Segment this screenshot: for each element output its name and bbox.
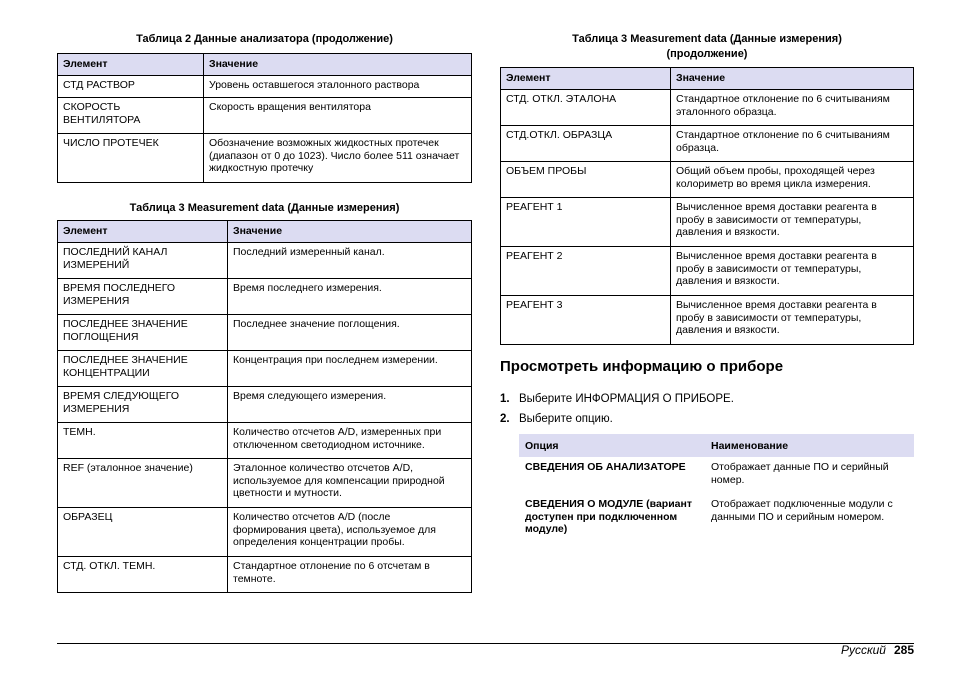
table-header-row	[58, 221, 472, 243]
step-item	[500, 391, 734, 411]
table-row	[58, 459, 472, 508]
footer-language: Русский	[840, 643, 886, 657]
cell-element: РЕАГЕНТ 3	[501, 296, 671, 345]
cell-element: СКОРОСТЬ ВЕНТИЛЯТОРА	[58, 98, 204, 134]
column-header-element: Элемент	[501, 68, 671, 90]
cell-value: Эталонное количество отсчетов A/D, используемое для компенсации природной цветности и мутности.	[228, 459, 472, 508]
cell-element: ТЕМН.	[58, 423, 228, 459]
instruction-steps	[500, 391, 734, 431]
cell-element: ОБЪЕМ ПРОБЫ	[501, 162, 671, 198]
cell-element: ОБРАЗЕЦ	[58, 508, 228, 557]
cell-element: СТД. ОТКЛ. ТЕМН.	[58, 557, 228, 593]
table-row	[501, 162, 914, 198]
table-row	[58, 243, 472, 279]
table-header-row	[501, 68, 914, 90]
column-header-element: Элемент	[58, 54, 204, 76]
cell-element: ПОСЛЕДНЕЕ ЗНАЧЕНИЕ ПОГЛОЩЕНИЯ	[58, 315, 228, 351]
table-row	[519, 457, 914, 494]
column-header-option: Опция	[519, 434, 705, 457]
cell-value: Уровень оставшегося эталонного раствора	[204, 76, 472, 98]
step-number: 1.	[500, 393, 510, 405]
table-row	[58, 423, 472, 459]
cell-value: Количество отсчетов A/D (после формирования цвета), используемое для определения концентрации пробы.	[228, 508, 472, 557]
column-header-value: Значение	[204, 54, 472, 76]
cell-element: РЕАГЕНТ 1	[501, 198, 671, 247]
cell-element: СТД.ОТКЛ. ОБРАЗЦА	[501, 126, 671, 162]
column-header-element: Элемент	[58, 221, 228, 243]
cell-value: Общий объем пробы, проходящей через колориметр во время цикла измерения.	[671, 162, 914, 198]
table-row	[501, 296, 914, 345]
column-header-value: Значение	[671, 68, 914, 90]
cell-element: REF (эталонное значение)	[58, 459, 228, 508]
table-row	[501, 247, 914, 296]
cell-element: ВРЕМЯ ПОСЛЕДНЕГО ИЗМЕРЕНИЯ	[58, 279, 228, 315]
table-row	[58, 134, 472, 183]
cell-element: ВРЕМЯ СЛЕДУЮЩЕГО ИЗМЕРЕНИЯ	[58, 387, 228, 423]
option-analyzer-info: СВЕДЕНИЯ ОБ АНАЛИЗАТОРЕ	[525, 461, 686, 473]
table3-continued-caption: Таблица 3 Measurement data (Данные измерения) (продолжение)	[572, 33, 842, 60]
cell-value: Стандартное отлонение по 6 отсчетам в темноте.	[228, 557, 472, 593]
table-row	[501, 198, 914, 247]
analyzer-data-table	[57, 53, 472, 183]
step-text: Выберите ИНФОРМАЦИЯ О ПРИБОРЕ.	[519, 393, 734, 405]
options-table	[519, 434, 914, 544]
table2-caption: Таблица 2 Данные анализатора (продолжение)	[136, 33, 393, 45]
cell-value: Вычисленное время доставки реагента в пробу в зависимости от температуры, давления и вязкости.	[671, 296, 914, 345]
table-row	[58, 279, 472, 315]
table-row	[501, 126, 914, 162]
cell-value: Вычисленное время доставки реагента в пробу в зависимости от температуры, давления и вязкости.	[671, 198, 914, 247]
option-module-info: СВЕДЕНИЯ О МОДУЛЕ (вариант доступен при подключенном модуле)	[525, 498, 692, 536]
step-number: 2.	[500, 413, 510, 425]
cell-value: Вычисленное время доставки реагента в пробу в зависимости от температуры, давления и вязкости.	[671, 247, 914, 296]
table-header-row	[58, 54, 472, 76]
table-row	[58, 557, 472, 593]
section-title: Просмотреть информацию о приборе	[500, 358, 784, 375]
cell-element: ПОСЛЕДНЕЕ ЗНАЧЕНИЕ КОНЦЕНТРАЦИИ	[58, 351, 228, 387]
table-row	[519, 494, 914, 544]
cell-element: РЕАГЕНТ 2	[501, 247, 671, 296]
step-item	[500, 411, 734, 431]
table3-caption: Таблица 3 Measurement data (Данные измерения)	[129, 202, 400, 214]
cell-element: ПОСЛЕДНИЙ КАНАЛ ИЗМЕРЕНИЙ	[58, 243, 228, 279]
table-row	[58, 315, 472, 351]
footer-divider	[57, 643, 914, 644]
step-text: Выберите опцию.	[519, 413, 613, 425]
cell-value: Количество отсчетов A/D, измеренных при отключенном светодиодном источнике.	[228, 423, 472, 459]
cell-value: Время последнего измерения.	[228, 279, 472, 315]
table-row	[58, 98, 472, 134]
table-header-row	[519, 434, 914, 457]
cell-value: Концентрация при последнем измерении.	[228, 351, 472, 387]
measurement-data-table-continued	[500, 67, 914, 345]
cell-value: Последний измеренный канал.	[228, 243, 472, 279]
cell-element: ЧИСЛО ПРОТЕЧЕК	[58, 134, 204, 183]
column-header-value: Значение	[228, 221, 472, 243]
cell-value: Последнее значение поглощения.	[228, 315, 472, 351]
option-description: Отображает подключенные модули с данными ПО и серийным номером.	[711, 498, 893, 523]
table-row	[58, 387, 472, 423]
page-number: 285	[893, 643, 914, 657]
cell-value: Стандартное отклонение по 6 считываниям эталонного образца.	[671, 90, 914, 126]
table-row	[58, 508, 472, 557]
cell-value: Время следующего измерения.	[228, 387, 472, 423]
table-row	[58, 351, 472, 387]
measurement-data-table	[57, 220, 472, 593]
option-description: Отображает данные ПО и серийный номер.	[711, 461, 889, 486]
cell-value: Скорость вращения вентилятора	[204, 98, 472, 134]
cell-element: СТД. ОТКЛ. ЭТАЛОНА	[501, 90, 671, 126]
cell-element: СТД РАСТВОР	[58, 76, 204, 98]
column-header-description: Наименование	[705, 434, 914, 457]
cell-value: Обозначение возможных жидкостных протечек (диапазон от 0 до 1023). Число более 511 означает жидкостную протечку	[204, 134, 472, 183]
cell-value: Стандартное отклонение по 6 считываниям образца.	[671, 126, 914, 162]
table-row	[58, 76, 472, 98]
table-row	[501, 90, 914, 126]
page-footer	[841, 643, 914, 658]
